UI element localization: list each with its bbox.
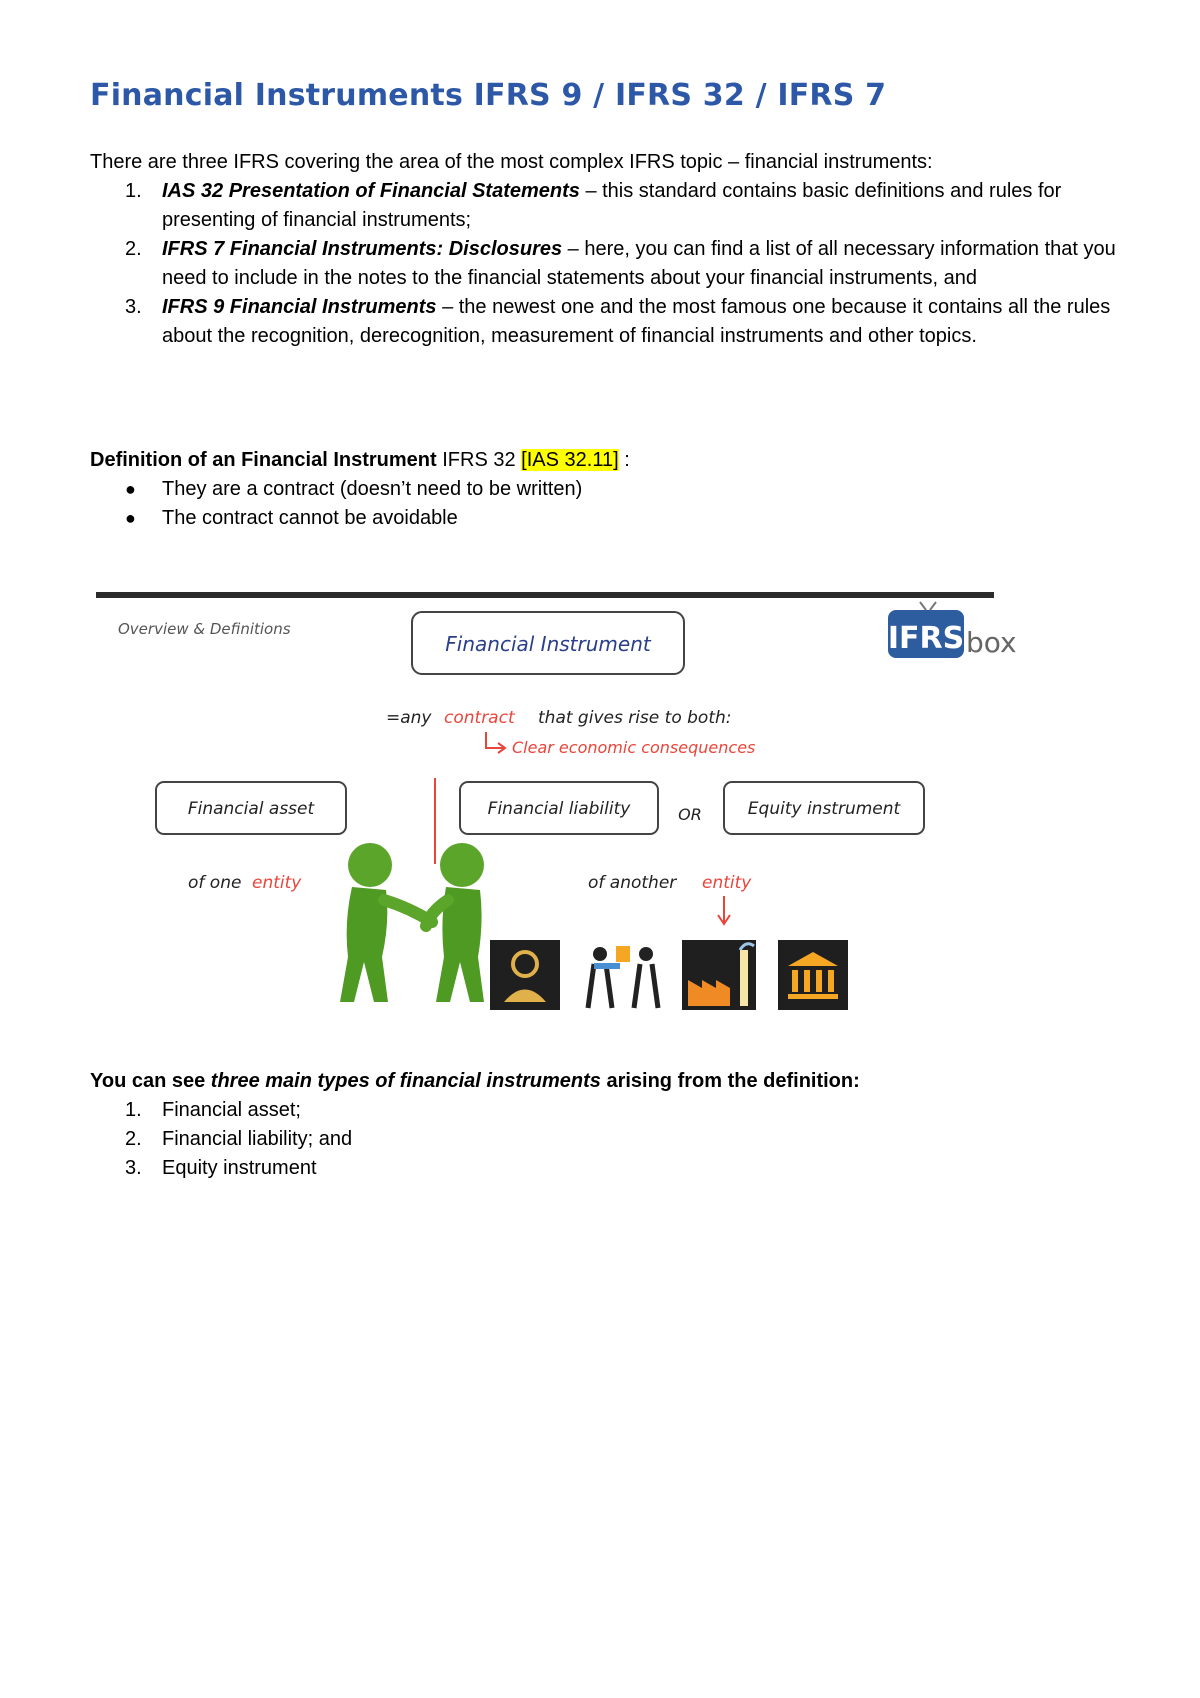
list-item: 1. Financial asset; (125, 1099, 301, 1121)
overview-diagram (90, 582, 1017, 1022)
consequences-label: Clear economic consequences (512, 738, 756, 757)
factory-icon (682, 940, 756, 1010)
ifrsbox-logo (888, 602, 1017, 659)
standard-description: – this standard contains basic definitions and rules for presenting of financial instruments; (162, 180, 1062, 231)
of-one-label: of one (188, 873, 242, 893)
standard-description: – the newest one and the most famous one because it contains all the rules about the recognition, derecognition, measurement of financial instruments and other topics. (162, 296, 1111, 347)
list-item: 2. IFRS 7 Financial Instruments: Disclosures – here, you can find a list of all necessary information that you need to include in the notes to the financial statements about your financial instruments, and (125, 238, 1116, 289)
partners-icon (582, 940, 664, 1010)
list-item: 3. IFRS 9 Financial Instruments – the newest one and the most famous one because it contains all the rules about the recognition, derecognition, measurement of financial instruments and other topics. (125, 296, 1111, 347)
types-section (90, 1067, 1130, 1183)
types-heading: You can see three main types of financial instruments arising from the definition: (90, 1070, 860, 1092)
bullet-icon: ● (125, 508, 136, 528)
types-list (90, 1096, 1130, 1183)
financial-liability-label: Financial liability (487, 799, 631, 819)
financial-asset-label: Financial asset (187, 799, 315, 819)
definition-heading: Definition of an Financial Instrument IFRS 32 [IAS 32.11] : (90, 449, 630, 471)
standards-list (90, 177, 1130, 351)
diagram-top-rule (96, 592, 994, 598)
definition-section (90, 446, 1130, 533)
standard-name: IAS 32 Presentation of Financial Statements (162, 180, 580, 202)
contract-word: contract (444, 708, 515, 728)
ias-reference-highlight: [IAS 32.11] (521, 449, 619, 471)
of-another-label: of another (588, 873, 677, 893)
definition-bullets (90, 475, 1130, 533)
bank-icon (778, 940, 848, 1010)
handshake-figures-icon (340, 843, 484, 1002)
svg-text:box: box (966, 626, 1017, 659)
standard-description: – here, you can find a list of all necessary information that you need to include in the notes to the financial statements about your financial instruments, and (162, 238, 1116, 289)
entity-label: entity (252, 873, 302, 893)
entity-label: entity (702, 873, 752, 893)
bullet-icon: ● (125, 479, 136, 499)
standard-name: IFRS 9 Financial Instruments (162, 296, 437, 318)
section-label: Overview & Definitions (118, 620, 291, 638)
equity-instrument-label: Equity instrument (747, 799, 901, 819)
list-item: 3. Equity instrument (125, 1157, 317, 1179)
list-item: 2. Financial liability; and (125, 1128, 353, 1150)
page-title: Financial Instruments IFRS 9 / IFRS 32 / IFRS 7 (90, 78, 887, 113)
list-item: 1. IAS 32 Presentation of Financial Statements – this standard contains basic definitions and rules for presenting of financial instruments; (125, 180, 1062, 231)
intro-paragraph: There are three IFRS covering the area of the most complex IFRS topic – financial instruments: (90, 151, 933, 173)
intro-section (90, 148, 1130, 351)
diagram-canvas (90, 582, 1017, 1022)
list-item: ● The contract cannot be avoidable (162, 504, 1130, 533)
any-label: =any (386, 708, 432, 728)
gives-rise-label: that gives rise to both: (538, 708, 732, 728)
svg-text:IFRS: IFRS (887, 621, 965, 656)
or-label: OR (678, 805, 702, 824)
list-item: ● They are a contract (doesn’t need to be written) (162, 475, 1130, 504)
financial-instrument-label: Financial Instrument (445, 632, 651, 656)
standard-name: IFRS 7 Financial Instruments: Disclosures (162, 238, 563, 260)
person-icon (490, 940, 560, 1010)
